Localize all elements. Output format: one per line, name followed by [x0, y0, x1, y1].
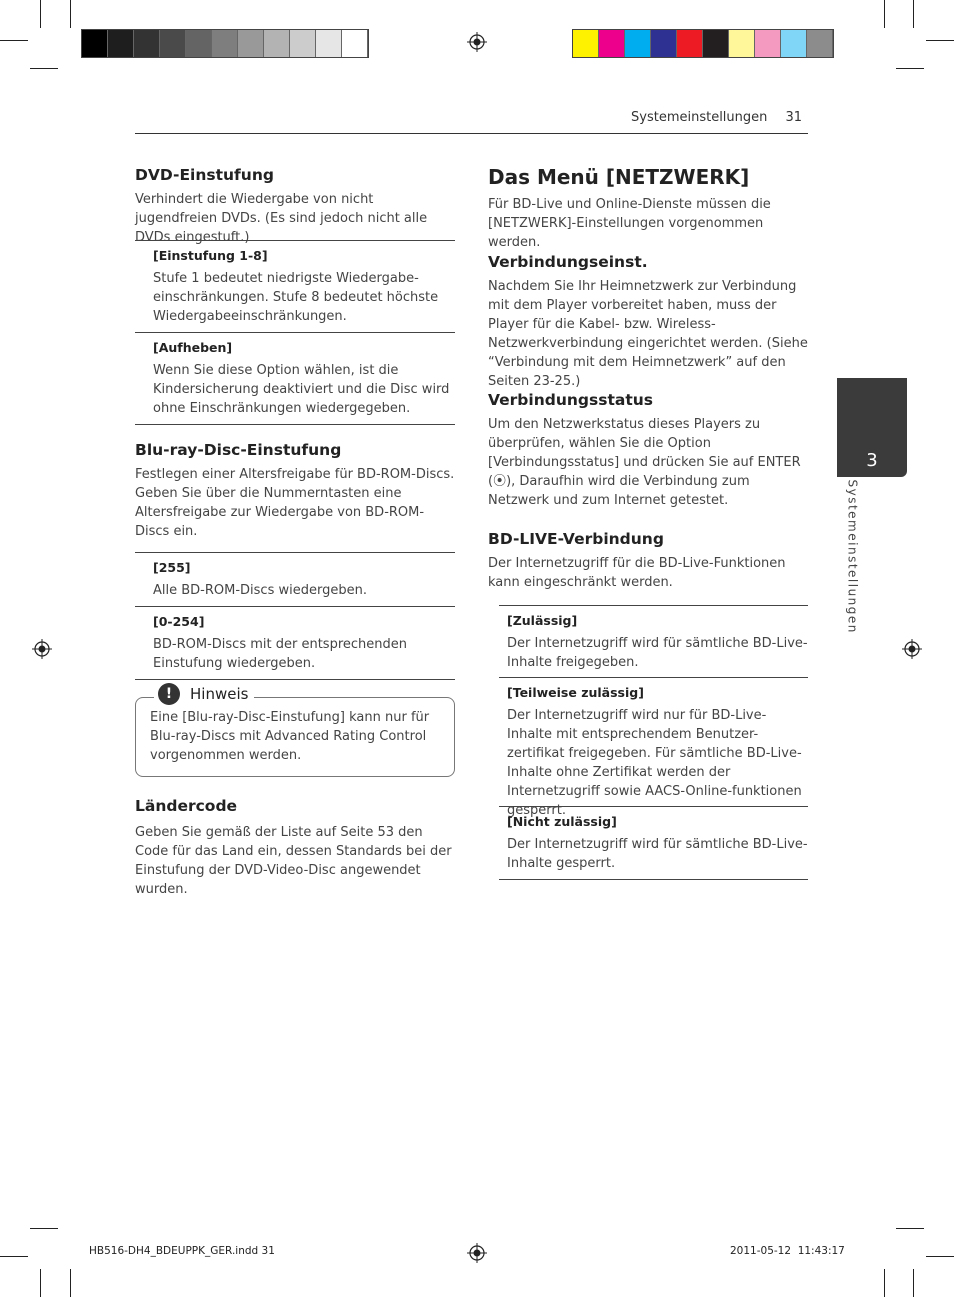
option-title: [255] [153, 560, 191, 575]
footer-file: HB516-DH4_BDEUPPK_GER.indd 31 [89, 1245, 275, 1257]
chapter-number: 3 [866, 450, 878, 471]
verbindungseinst-section [488, 253, 808, 391]
color-swatch [238, 30, 264, 57]
table-end-rule [135, 679, 455, 680]
registration-mark-icon [32, 639, 52, 659]
bdlive-option [499, 677, 808, 820]
chapter-tab [837, 378, 907, 477]
crop-mark [40, 0, 41, 28]
color-swatch [160, 30, 186, 57]
verbindungseinst-title: Verbindungseinst. [488, 253, 648, 271]
color-swatch [599, 30, 625, 57]
registration-mark-icon [467, 32, 487, 52]
option-title: [Teilweise zulässig] [507, 685, 644, 700]
color-swatch [677, 30, 703, 57]
crop-mark [30, 68, 58, 69]
color-swatch [264, 30, 290, 57]
option-desc: Wenn Sie diese Option wählen, ist die Kindersicherung deaktiviert und die Disc wird ohne Einschränkungen wiedergegeben. [153, 363, 450, 416]
crop-mark [70, 0, 71, 28]
bdlive-section [488, 530, 808, 592]
crop-mark [896, 1228, 924, 1229]
bluray-desc: Festlegen einer Altersfreigabe für BD-ROM-Discs. Geben Sie über die Nummerntasten eine Altersfreigabe zur Wiedergabe von BD-ROM-Discs ein. [135, 467, 455, 539]
crop-mark [40, 1269, 41, 1297]
option-title: [0-254] [153, 614, 205, 629]
network-main-title: Das Menü [NETZWERK] [488, 165, 750, 189]
page-number: 31 [785, 110, 803, 125]
bluray-title: Blu-ray-Disc-Einstufung [135, 441, 342, 459]
crop-mark [0, 1256, 28, 1257]
crop-mark [913, 1269, 914, 1297]
color-swatch [651, 30, 677, 57]
color-swatch [134, 30, 160, 57]
dvd-option [135, 332, 455, 418]
crop-mark [926, 1256, 954, 1257]
crop-mark [884, 1269, 885, 1297]
option-desc: Der Internetzugriff wird nur für BD-Live-Inhalte mit entsprechendem Benutzer-zertifikat freigegeben. Für sämtliche BD-Live-Inhalte ohne Zertifikat werden der Internetzugriff sowie AACS-Online-funktionen gesperrt. [507, 708, 802, 818]
option-title: [Nicht zulässig] [507, 814, 617, 829]
header-rule [135, 133, 808, 134]
note-title: Hinweis [190, 685, 249, 703]
dvd-option [135, 240, 455, 326]
verbindungseinst-desc: Nachdem Sie Ihr Heimnetzwerk zur Verbindung mit dem Player vorbereitet haben, muss der Player für die Kabel- bzw. Wireless-Netzwerkverbindung eingerichtet werden. (Siehe “Verbindung mit dem Heimnetzwerk” auf den Seiten 23-25.) [488, 279, 808, 389]
crop-mark [0, 40, 28, 41]
dvd-section [135, 166, 455, 247]
color-swatch [316, 30, 342, 57]
crop-mark [70, 1269, 71, 1297]
color-swatch [703, 30, 729, 57]
option-title: [Einstufung 1-8] [153, 248, 268, 263]
crop-mark [30, 1228, 58, 1229]
option-desc: Der Internetzugriff wird für sämtliche BD-Live-Inhalte freigegeben. [507, 636, 808, 670]
bdlive-option [499, 806, 808, 873]
option-desc: Alle BD-ROM-Discs wiedergeben. [153, 583, 367, 598]
country-title: Ländercode [135, 797, 238, 815]
country-desc: Geben Sie gemäß der Liste auf Seite 53 den Code für das Land ein, dessen Standards bei der Einstufung der DVD-Video-Disc angewendet wurden. [135, 825, 452, 897]
dvd-desc: Verhindert die Wiedergabe von nicht jugendfreien DVDs. (Es sind jedoch nicht alle DVDs eingestuft.) [135, 192, 428, 245]
country-section [135, 797, 455, 899]
color-swatch [781, 30, 807, 57]
note-text: Eine [Blu-ray-Disc-Einstufung] kann nur für Blu-ray-Discs mit Advanced Rating Control vorgenommen werden. [150, 710, 430, 763]
color-swatch [82, 30, 108, 57]
color-swatch [729, 30, 755, 57]
crop-mark [896, 68, 924, 69]
registration-mark-icon [467, 1243, 487, 1263]
color-swatch [625, 30, 651, 57]
color-swatch [573, 30, 599, 57]
registration-mark-icon [902, 639, 922, 659]
bluray-section [135, 441, 455, 541]
color-swatch [212, 30, 238, 57]
color-swatch [290, 30, 316, 57]
exclamation-icon: ! [158, 683, 180, 705]
note-header [154, 683, 254, 705]
dvd-title: DVD-Einstufung [135, 166, 274, 184]
color-calibration-bar [572, 29, 834, 58]
crop-mark [926, 40, 954, 41]
option-title: [Zulässig] [507, 613, 578, 628]
network-intro: Für BD-Live und Online-Dienste müssen die [NETZWERK]-Einstellungen vorgenommen werden. [488, 197, 771, 250]
color-swatch [342, 30, 368, 57]
running-header [631, 110, 802, 125]
option-desc: BD-ROM-Discs mit der entsprechenden Einstufung wiedergeben. [153, 637, 408, 671]
color-swatch [186, 30, 212, 57]
option-title: [Aufheben] [153, 340, 233, 355]
footer-date: 2011-05-12 ￼ 11:43:17 [730, 1245, 845, 1257]
gray-calibration-bar [81, 29, 369, 58]
chapter-tab-label: Systemeinstellungen [845, 479, 860, 634]
color-swatch [755, 30, 781, 57]
status-desc: Um den Netzwerkstatus dieses Players zu überprüfen, wählen Sie die Option [Verbindungsstatus] und drücken Sie auf ENTER (⦿), Daraufhin wird die Verbindung zum Netzwerk und zum Internet getestet. [488, 417, 801, 508]
bdlive-title: BD-LIVE-Verbindung [488, 530, 664, 548]
bdlive-desc: Der Internetzugriff für die BD-Live-Funktionen kann eingeschränkt werden. [488, 556, 786, 590]
color-swatch [108, 30, 134, 57]
bluray-option [135, 606, 455, 673]
network-section [488, 165, 808, 252]
crop-mark [913, 0, 914, 28]
color-swatch [807, 30, 833, 57]
note-box [135, 685, 455, 777]
status-section [488, 391, 808, 510]
bluray-option [135, 552, 455, 600]
option-desc: Der Internetzugriff wird für sämtliche BD-Live-Inhalte gesperrt. [507, 837, 808, 871]
table-end-rule [135, 424, 455, 425]
option-desc: Stufe 1 bedeutet niedrigste Wiedergabe-einschränkungen. Stufe 8 bedeutet höchste Wiedergabeeinschränkungen. [153, 271, 439, 324]
status-title: Verbindungsstatus [488, 391, 653, 409]
crop-mark [884, 0, 885, 28]
bdlive-option [499, 605, 808, 672]
header-section: Systemeinstellungen [631, 110, 768, 125]
table-end-rule [499, 879, 808, 880]
